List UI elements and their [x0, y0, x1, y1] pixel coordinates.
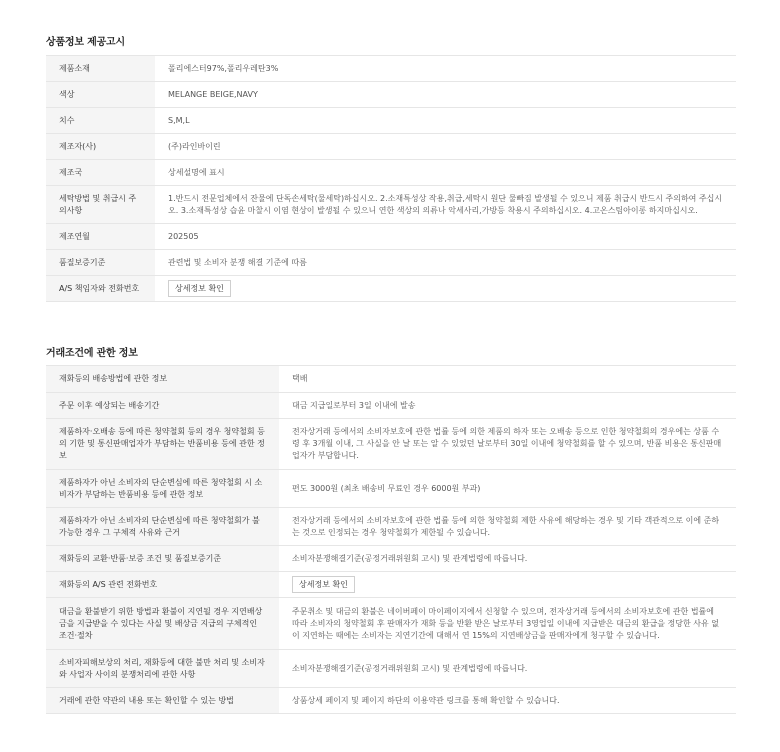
- table-row: [46, 160, 736, 186]
- row-value: 202505: [168, 231, 199, 241]
- row-value: S,M,L: [168, 115, 190, 125]
- row-label: 소비자피해보상의 처리, 재화등에 대한 불만 처리 및 소비자와 사업자 사이의 분쟁처리에 관한 사항: [46, 650, 279, 688]
- table-row: [46, 508, 736, 546]
- row-label: 재화등의 교환·반품·보증 조건 및 품질보증기준: [46, 546, 279, 572]
- row-value: (주)라인바이린: [168, 141, 221, 151]
- row-label: A/S 책임자와 전화번호: [46, 276, 155, 302]
- row-label: 색상: [46, 82, 155, 108]
- row-value: 전자상거래 등에서의 소비자보호에 관한 법률 등에 의한 제품의 하자 또는 오배송 등으로 인한 청약철회의 경우에는 상품 수령 후 3개월 이내, 그 사실을 안 날 또는 알 수 있었던 날로부터 30일 이내에 청약철회를 할 수 있으며, 반품 비용은 통신판매업자가 부담합니다.: [292, 427, 722, 460]
- table-row: [46, 546, 736, 572]
- table-row: [46, 250, 736, 276]
- row-label: 제품하자가 아닌 소비자의 단순변심에 따른 청약철회 시 소비자가 부담하는 반품비용 등에 관한 정보: [46, 470, 279, 508]
- trade-terms-table: [46, 365, 736, 714]
- table-row: [46, 598, 736, 650]
- table-row: [46, 366, 736, 393]
- table-row: [46, 393, 736, 419]
- row-value: 주문취소 및 대금의 환불은 네이버페이 마이페이지에서 신청할 수 있으며, 전자상거래 등에서의 소비자보호에 관한 법률에 따라 소비자의 청약철회 후 판매자가 재화 등을 반환 받은 날로부터 3영업일 이내에 지급받은 대금의 환급을 정당한 사유 없이 지연하는 때에는 소비자는 지연기간에 대해서 연 15%의 지연배상금을 판매자에게 청구할 수 있습니다.: [292, 606, 719, 640]
- row-value-cell: [155, 276, 736, 302]
- row-value: 상세설명에 표시: [168, 167, 225, 177]
- row-value: 관련법 및 소비자 분쟁 해결 기준에 따름: [168, 257, 307, 267]
- row-value: 편도 3000원 (최초 배송비 무료인 경우 6000원 부과): [292, 483, 481, 493]
- row-label: 주문 이후 예상되는 배송기간: [46, 393, 279, 419]
- as-phone-detail-button[interactable]: 상세정보 확인: [292, 576, 355, 593]
- product-notice-title: 상품정보 제공고시: [46, 37, 125, 48]
- table-row: [46, 470, 736, 508]
- row-value-cell: [279, 572, 736, 598]
- table-row: [46, 108, 736, 134]
- row-label: 거래에 관한 약관의 내용 또는 확인할 수 있는 방법: [46, 688, 279, 714]
- row-value: 소비자분쟁해결기준(공정거래위원회 고시) 및 관계법령에 따릅니다.: [292, 553, 528, 563]
- as-contact-detail-button[interactable]: 상세정보 확인: [168, 280, 231, 297]
- row-value: MELANGE BEIGE,NAVY: [168, 89, 258, 99]
- table-row: [46, 134, 736, 160]
- row-label: 제조국: [46, 160, 155, 186]
- row-value: 상품상세 페이지 및 페이지 하단의 이용약관 링크를 통해 확인할 수 있습니다.: [292, 695, 560, 705]
- row-value: 1.반드시 전문업체에서 잔물에 단독손세탁(물세탁)하십시오. 2.소재특성상 작용,취급,세탁시 원단 물빠짐 발생될 수 있으니 제품 취급시 반드시 주의하여 주십시오. 3.소재특성상 습윤 마찰시 이염 현상이 발생될 수 있으니 연한 색상의 의류나 악세사리,가방등 착용시 주의하십시오. 4.고온스팀아이롱 하지마십시오.: [168, 193, 723, 215]
- table-row: [46, 650, 736, 688]
- row-label: 제조자(사): [46, 134, 155, 160]
- row-label: 제품소재: [46, 56, 155, 82]
- row-value: 폴리에스터97%,폴리우레탄3%: [168, 63, 279, 73]
- table-row: [46, 224, 736, 250]
- row-label: 제품하자가 아닌 소비자의 단순변심에 따른 청약철회가 불가능한 경우 그 구체적 사유와 근거: [46, 508, 279, 546]
- row-value: 대금 지급일로부터 3일 이내에 발송: [292, 400, 416, 410]
- row-value: 전자상거래 등에서의 소비자보호에 관한 법률 등에 의한 청약철회 제한 사유에 해당하는 경우 및 기타 객관적으로 이에 준하는 것으로 인정되는 경우 청약철회가 제한될 수 있습니다.: [292, 515, 720, 537]
- table-row: [46, 419, 736, 470]
- row-label: 세탁방법 및 취급시 주의사항: [46, 186, 155, 224]
- row-label: 재화등의 A/S 관련 전화번호: [46, 572, 279, 598]
- row-label: 대금을 환불받기 위한 방법과 환불이 지연될 경우 지연배상금을 지급받을 수 있다는 사실 및 배상금 지급의 구체적인 조건·절차: [46, 598, 279, 650]
- table-row: [46, 82, 736, 108]
- table-row: [46, 56, 736, 82]
- table-row: [46, 186, 736, 224]
- row-label: 재화등의 배송방법에 관한 정보: [46, 366, 279, 393]
- row-value: 택배: [292, 374, 308, 383]
- table-row: [46, 688, 736, 714]
- row-value: 소비자분쟁해결기준(공정거래위원회 고시) 및 관계법령에 따릅니다.: [292, 663, 528, 673]
- table-row: [46, 572, 736, 598]
- product-notice-table: [46, 55, 736, 302]
- row-label: 치수: [46, 108, 155, 134]
- row-label: 제조연월: [46, 224, 155, 250]
- row-label: 품질보증기준: [46, 250, 155, 276]
- row-label: 제품하자·오배송 등에 따른 청약철회 등의 경우 청약철회 등의 기한 및 통신판매업자가 부담하는 반품비용 등에 관한 정보: [46, 419, 279, 470]
- trade-terms-title: 거래조건에 관한 정보: [46, 348, 138, 359]
- table-row: [46, 276, 736, 302]
